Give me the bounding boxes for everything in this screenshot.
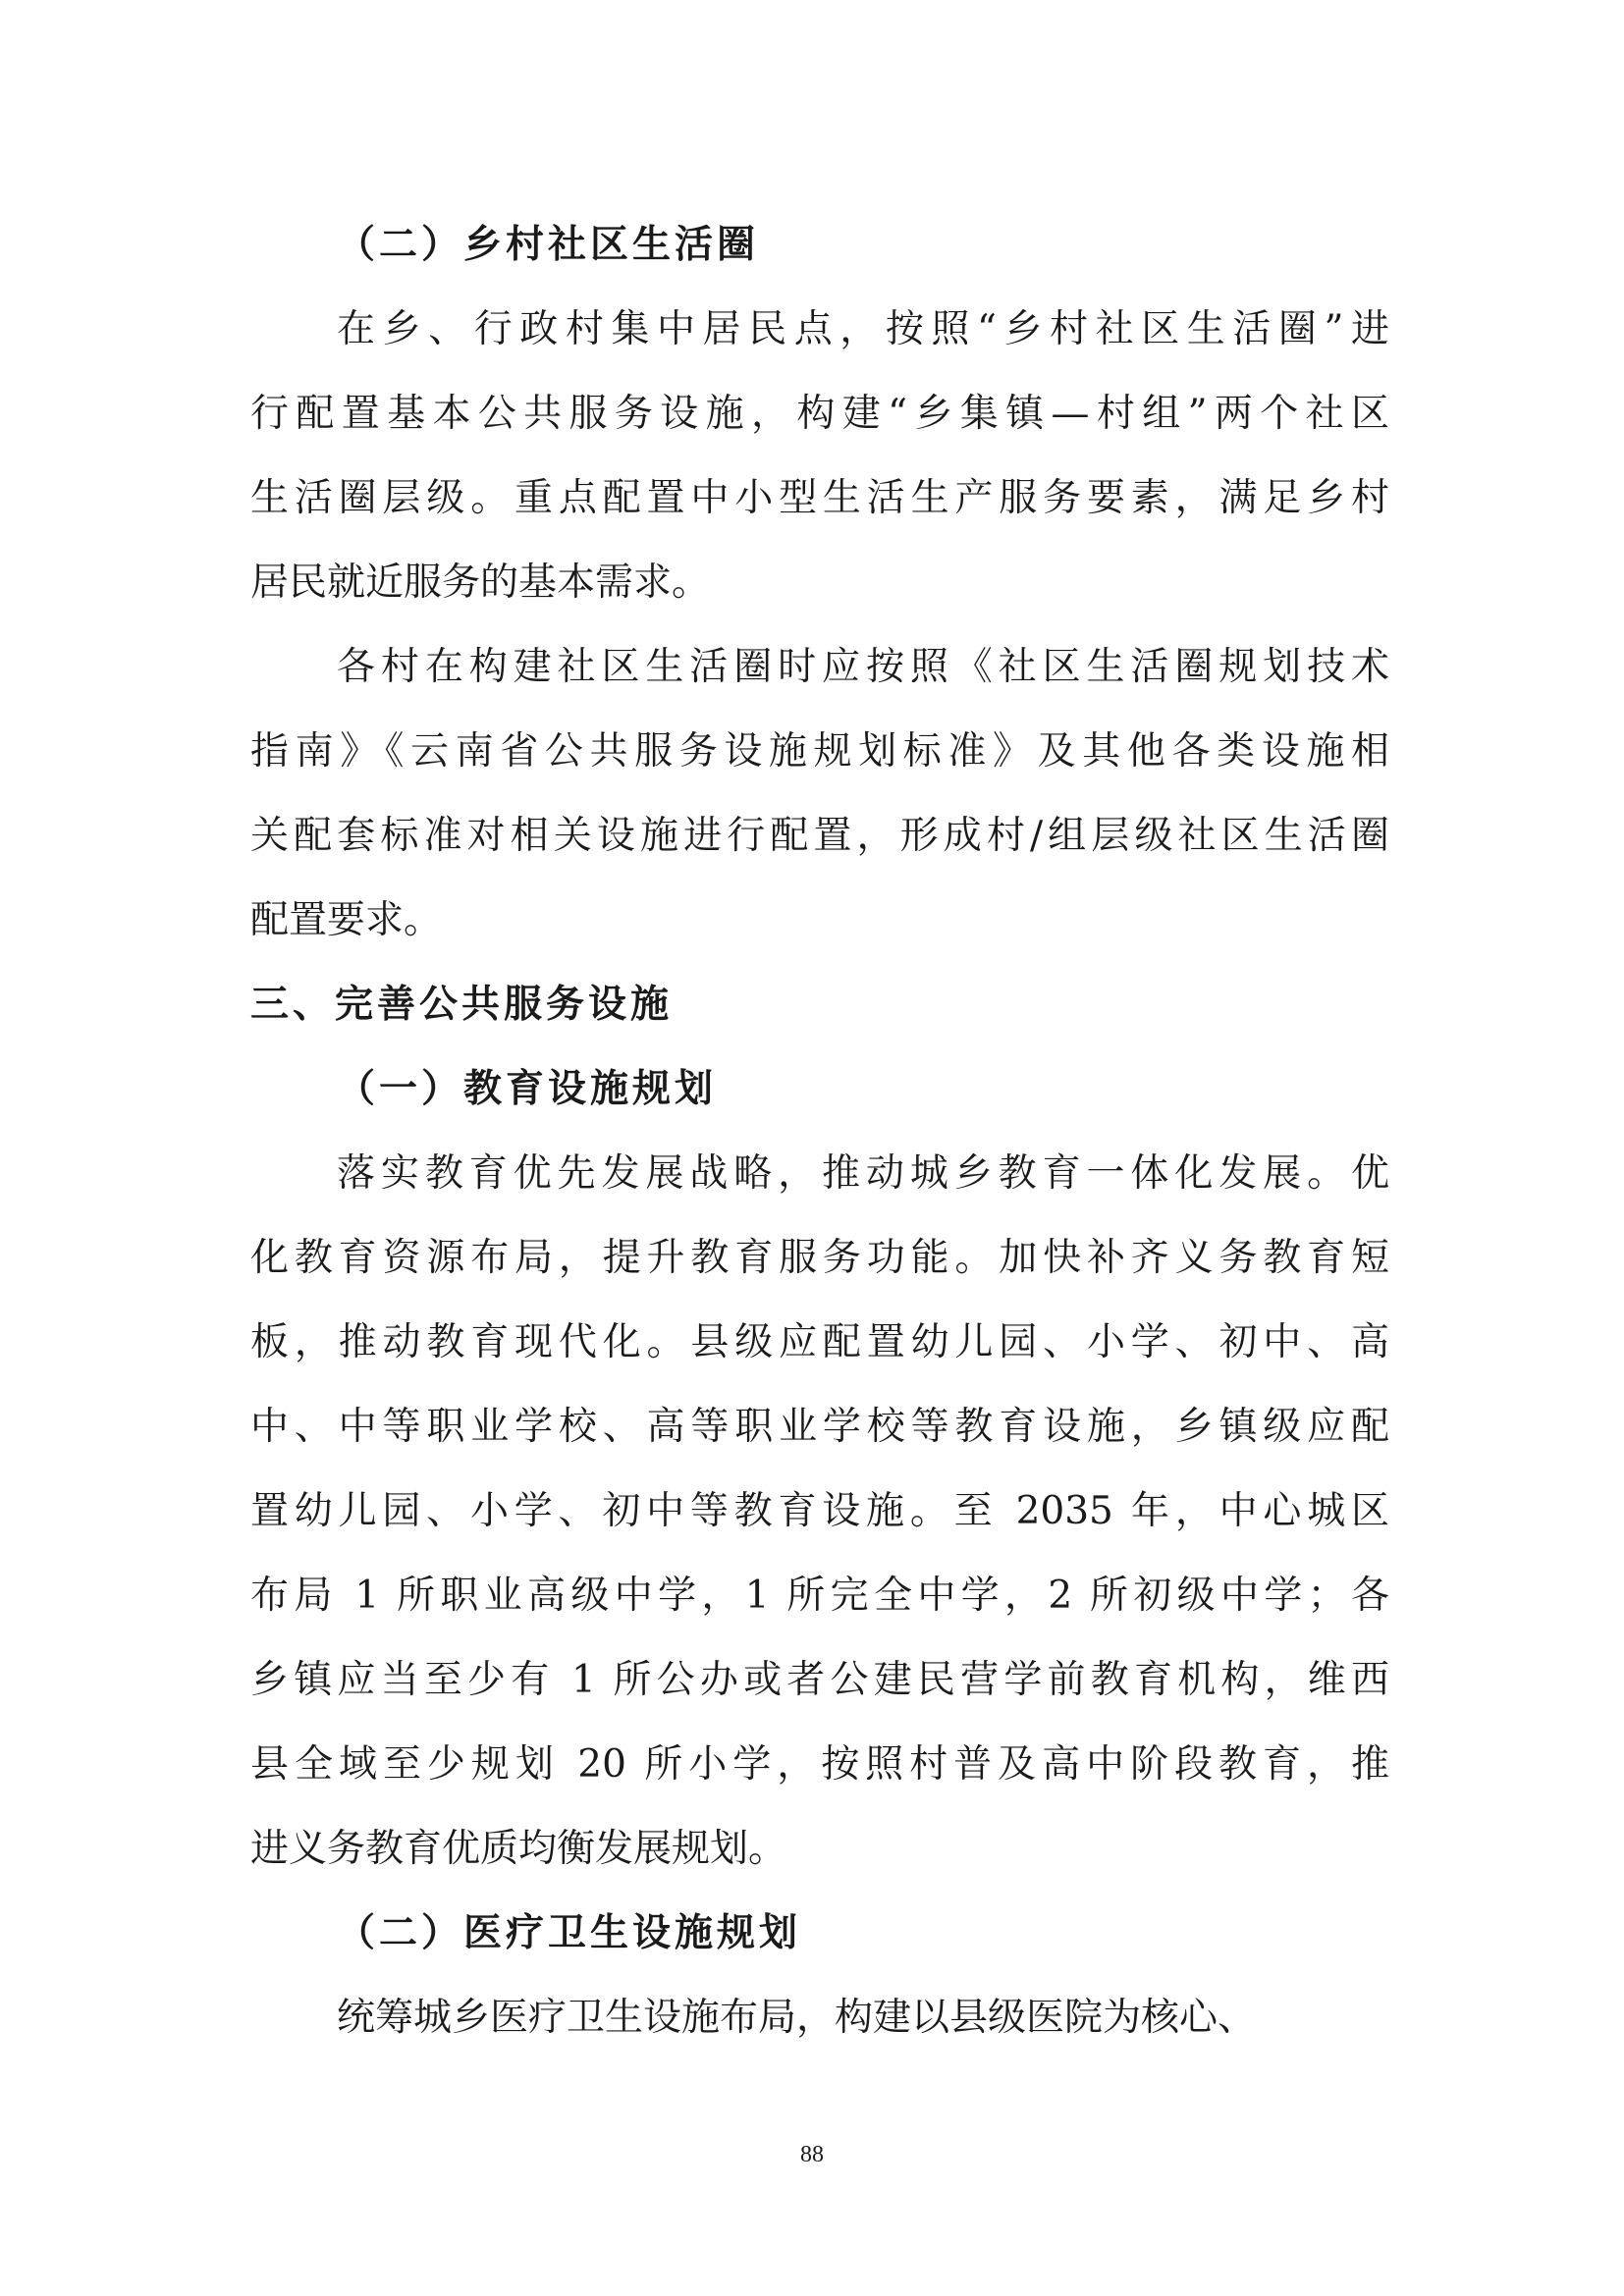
paragraph-line: 关配套标准对相关设施进行配置，形成村/组层级社区生活圈: [250, 814, 1389, 858]
paragraph-line: 指南》《云南省公共服务设施规划标准》及其他各类设施相: [250, 729, 1389, 774]
paragraph-line: 置幼儿园、小学、初中等教育设施。至 2035 年，中心城区: [250, 1489, 1389, 1533]
heading-medical-facilities: （二）医疗卫生设施规划: [337, 1911, 802, 1955]
paragraph-line: 中、中等职业学校、高等职业学校等教育设施，乡镇级应配: [250, 1405, 1389, 1449]
heading-rural-community-circle: （二）乡村社区生活圈: [337, 223, 760, 267]
paragraph-line: 行配置基本公共服务设施，构建“乡集镇—村组”两个社区: [250, 392, 1389, 436]
paragraph-line: 配置要求。: [250, 898, 443, 942]
paragraph-line: 落实教育优先发展战略，推动城乡教育一体化发展。优: [337, 1151, 1389, 1196]
paragraph-line: 板，推动教育现代化。县级应配置幼儿园、小学、初中、高: [250, 1320, 1389, 1364]
paragraph-line: 生活圈层级。重点配置中小型生活生产服务要素，满足乡村: [250, 476, 1389, 520]
paragraph-line: 化教育资源布局，提升教育服务功能。加快补齐义务教育短: [250, 1236, 1389, 1280]
heading-section-three: 三、完善公共服务设施: [250, 983, 674, 1027]
paragraph-line: 各村在构建社区生活圈时应按照《社区生活圈规划技术: [337, 645, 1389, 689]
paragraph-line: 统筹城乡医疗卫生设施布局，构建以县级医院为核心、: [337, 1996, 1257, 2040]
page-number: 88: [800, 2142, 824, 2167]
paragraph-line: 县全域至少规划 20 所小学，按照村普及高中阶段教育，推: [250, 1742, 1389, 1787]
paragraph-line: 在乡、行政村集中居民点，按照“乡村社区生活圈”进: [337, 307, 1389, 351]
heading-education-facilities: （一）教育设施规划: [337, 1067, 718, 1111]
paragraph-line: 乡镇应当至少有 1 所公办或者公建民营学前教育机构，维西: [250, 1658, 1389, 1702]
paragraph-line: 进义务教育优质均衡发展规划。: [250, 1827, 787, 1871]
paragraph-line: 居民就近服务的基本需求。: [250, 561, 711, 605]
paragraph-line: 布局 1 所职业高级中学，1 所完全中学，2 所初级中学；各: [250, 1574, 1389, 1618]
